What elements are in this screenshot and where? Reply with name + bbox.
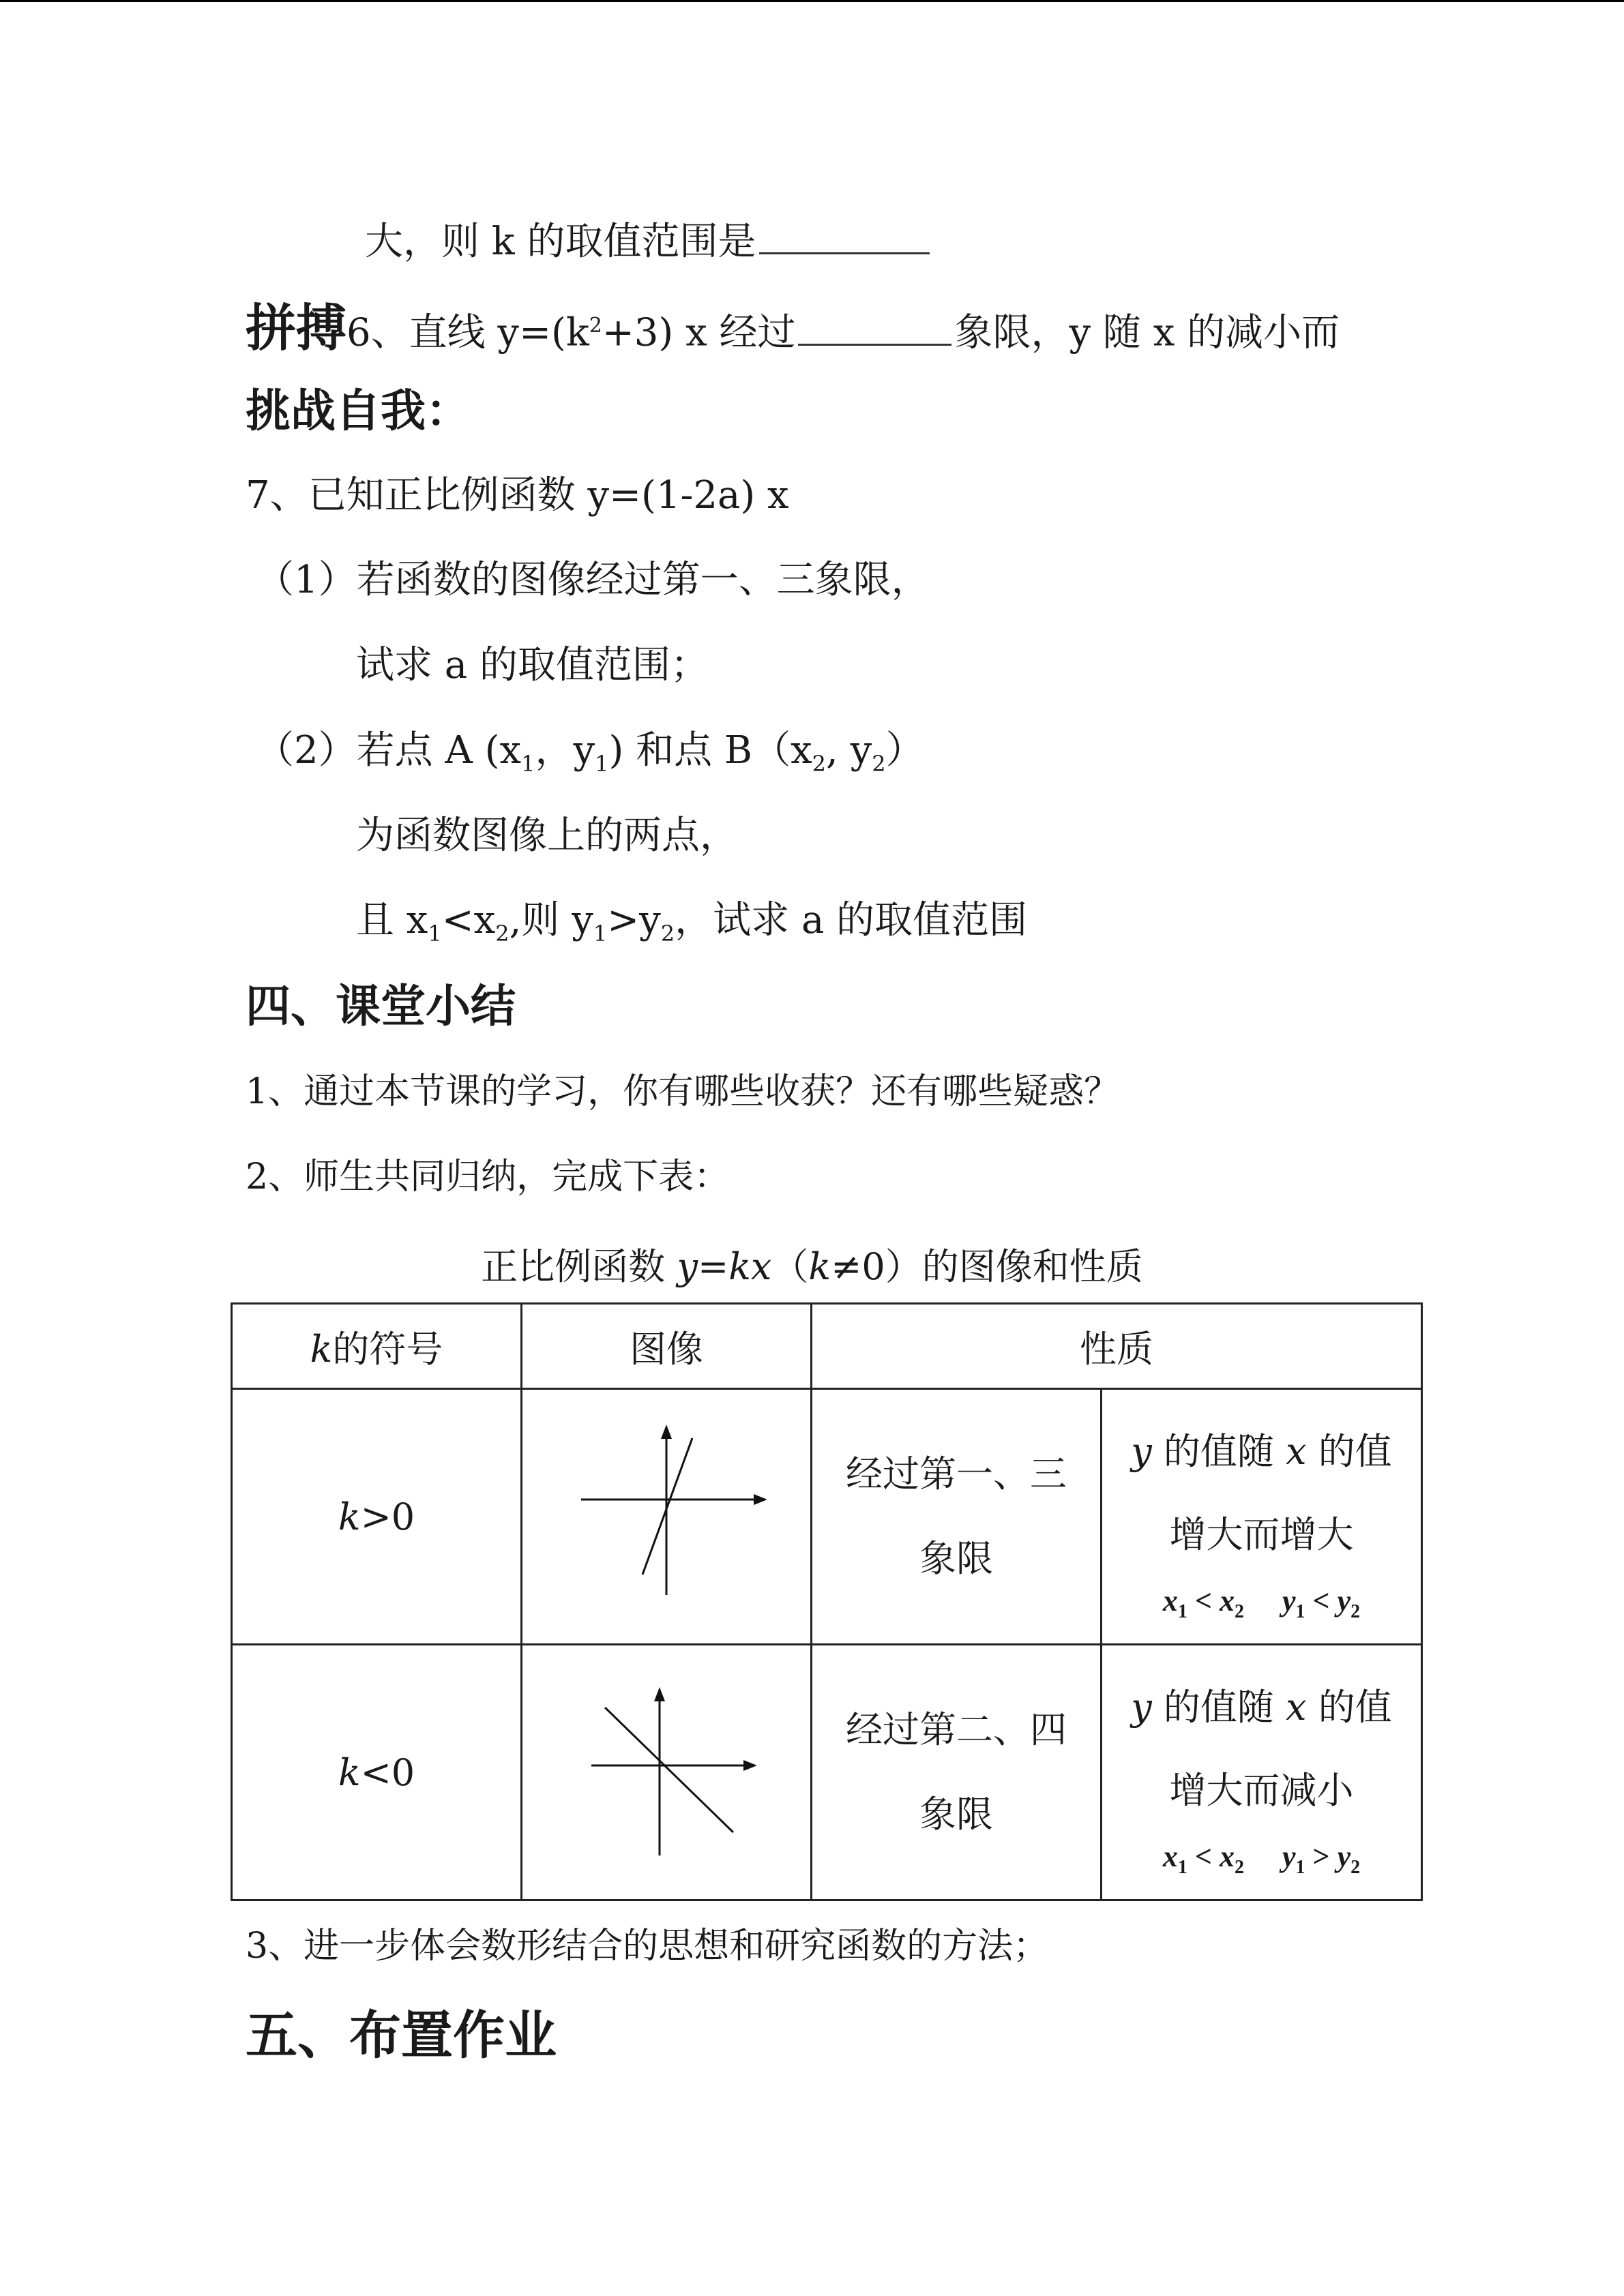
sub-1: 1 (593, 921, 608, 947)
q6-text-a: 6、直线 y=(k (346, 310, 589, 355)
sub-2: 2 (495, 921, 510, 947)
ineq-y2: y (1337, 1840, 1351, 1874)
table-header-row (232, 1304, 1422, 1389)
sub-1: 1 (428, 921, 442, 947)
section-5-heading: 五、布置作业 (246, 2005, 557, 2066)
y-axis-arrow-icon (654, 1687, 665, 1701)
caption-text: （ (771, 1245, 809, 1288)
quadrant-text-2: 象限 (919, 1793, 993, 1836)
monotonicity-line-1 (1102, 1666, 1421, 1749)
sub-1: 1 (595, 751, 609, 777)
summary-item-3: 3、进一步体会数形结合的思想和研究函数的方法； (246, 1926, 1049, 1967)
header-properties: 性质 (812, 1304, 1422, 1389)
top-border (0, 0, 1624, 2)
sub-1: 1 (1177, 1600, 1187, 1622)
var-x: x (1286, 1686, 1307, 1729)
q7-3-text: >y (607, 898, 661, 942)
q6-text-c: 象限，y 随 x 的减小而 (954, 310, 1340, 355)
ineq-x1: x (1162, 1584, 1178, 1618)
caption-text: 正比例函数 (481, 1245, 677, 1288)
var-y: y (1131, 1686, 1152, 1729)
q7-3-text: ,则 y (509, 898, 593, 942)
question-7-part-1: （1）若函数的图像经过第一、三象限， (256, 558, 930, 602)
k-symbol: k (338, 1495, 361, 1538)
x-axis-arrow-icon (743, 1760, 757, 1771)
sub-2: 2 (1350, 1600, 1361, 1622)
section-4-heading: 四、课堂小结 (246, 980, 516, 1032)
question-7: 7、已知正比例函数 y=(1-2a) x (246, 473, 789, 518)
graph-cell (522, 1645, 812, 1900)
header-k-rest: 的符号 (332, 1327, 443, 1371)
table-caption (0, 1238, 1624, 1290)
monotonicity-cell (1102, 1389, 1422, 1645)
var-y: y (1131, 1430, 1152, 1474)
inequality (1102, 1839, 1421, 1879)
k-sign: <0 (360, 1750, 415, 1794)
sub-2: 2 (660, 921, 675, 947)
q6-text-b: +3) x 经过 (602, 310, 796, 355)
sub-2: 2 (872, 751, 886, 777)
y-axis-arrow-icon (661, 1425, 672, 1439)
k-symbol: k (338, 1750, 361, 1794)
q7-3-text: 且 x (356, 898, 428, 942)
challenge-heading: 挑战自我： (246, 385, 471, 437)
graph-cell (522, 1389, 812, 1645)
header-graph: 图像 (522, 1304, 812, 1389)
ineq-op: < (1187, 1840, 1220, 1874)
answer-blank[interactable] (798, 308, 951, 346)
sub-1: 1 (1295, 1600, 1305, 1622)
ineq-x2: x (1219, 1584, 1235, 1618)
x-axis-arrow-icon (754, 1494, 767, 1505)
sub-2: 2 (1234, 1600, 1244, 1622)
graph-positive-slope (550, 1414, 782, 1619)
question-7-part-2 (256, 726, 924, 788)
caption-text: ≠0）的图像和性质 (831, 1245, 1143, 1288)
q7-2-text: ) 和点 B（x (608, 728, 812, 773)
prop-text: 的值随 (1151, 1430, 1286, 1474)
sub-2: 2 (1350, 1856, 1361, 1878)
ineq-op: < (1187, 1584, 1220, 1618)
quadrant-cell (812, 1389, 1102, 1645)
q7-2-text: ，y (535, 728, 595, 773)
monotonicity-cell (1102, 1645, 1422, 1900)
line-range-k (365, 217, 932, 267)
table-row (232, 1645, 1422, 1900)
monotonicity-line-1 (1102, 1410, 1421, 1493)
question-7-part-2b: 为函数图像上的两点， (356, 814, 738, 858)
prop-text: 的值 (1306, 1686, 1392, 1729)
caption-k: k (808, 1245, 831, 1288)
ineq-y1: y (1282, 1584, 1296, 1618)
k-sign: >0 (360, 1495, 415, 1538)
answer-blank[interactable] (759, 217, 930, 254)
graph-negative-slope (550, 1670, 782, 1875)
ineq-op: > (1305, 1840, 1338, 1874)
question-6 (246, 301, 1340, 358)
inequality (1102, 1583, 1421, 1623)
quadrant-text-2: 象限 (919, 1537, 993, 1580)
sub-1: 1 (1295, 1856, 1305, 1878)
monotonicity-line-2: 增大而减小 (1169, 1769, 1354, 1813)
ineq-y1: y (1282, 1840, 1296, 1874)
q7-2-text: （2）若点 A (x (256, 728, 522, 773)
q6-sup: 2 (589, 314, 602, 338)
ineq-op: < (1305, 1584, 1338, 1618)
question-7-part-2c (356, 896, 1027, 958)
header-k-sign (232, 1304, 522, 1389)
q7-3-text: <x (441, 898, 496, 942)
monotonicity-line-2: 增大而增大 (1169, 1513, 1354, 1557)
q6-label: 拼搏 (246, 299, 346, 358)
k-negative-cell (232, 1645, 522, 1900)
quadrant-text-1: 经过第二、四 (846, 1708, 1067, 1751)
table-row (232, 1389, 1422, 1645)
caption-formula: y=kx (677, 1245, 772, 1288)
properties-table (231, 1302, 1423, 1901)
var-x: x (1286, 1430, 1307, 1474)
question-7-part-1b: 试求 a 的取值范围； (356, 643, 709, 687)
summary-item-1: 1、通过本节课的学习，你有哪些收获？还有哪些疑惑？ (246, 1071, 1120, 1112)
summary-item-2: 2、师生共同归纳，完成下表： (246, 1157, 730, 1197)
ineq-x1: x (1162, 1840, 1178, 1874)
ineq-x2: x (1219, 1840, 1235, 1874)
q7-2-text: ） (885, 728, 924, 773)
function-line (605, 1708, 733, 1832)
quadrant-text-1: 经过第一、三 (846, 1452, 1067, 1495)
sub-2: 2 (812, 751, 827, 777)
sub-1: 1 (1177, 1856, 1187, 1878)
quadrant-cell (812, 1645, 1102, 1900)
q7-2-text: , y (826, 728, 872, 773)
header-k: k (310, 1327, 333, 1371)
k-positive-cell (232, 1389, 522, 1645)
ineq-y2: y (1337, 1584, 1351, 1618)
sub-1: 1 (521, 751, 535, 777)
prop-text: 的值 (1306, 1430, 1392, 1474)
prop-text: 的值随 (1151, 1686, 1286, 1729)
line-range-k-text: 大，则 k 的取值范围是 (365, 220, 756, 264)
sub-2: 2 (1234, 1856, 1244, 1878)
q7-3-text: ，试求 a 的取值范围 (675, 898, 1028, 942)
